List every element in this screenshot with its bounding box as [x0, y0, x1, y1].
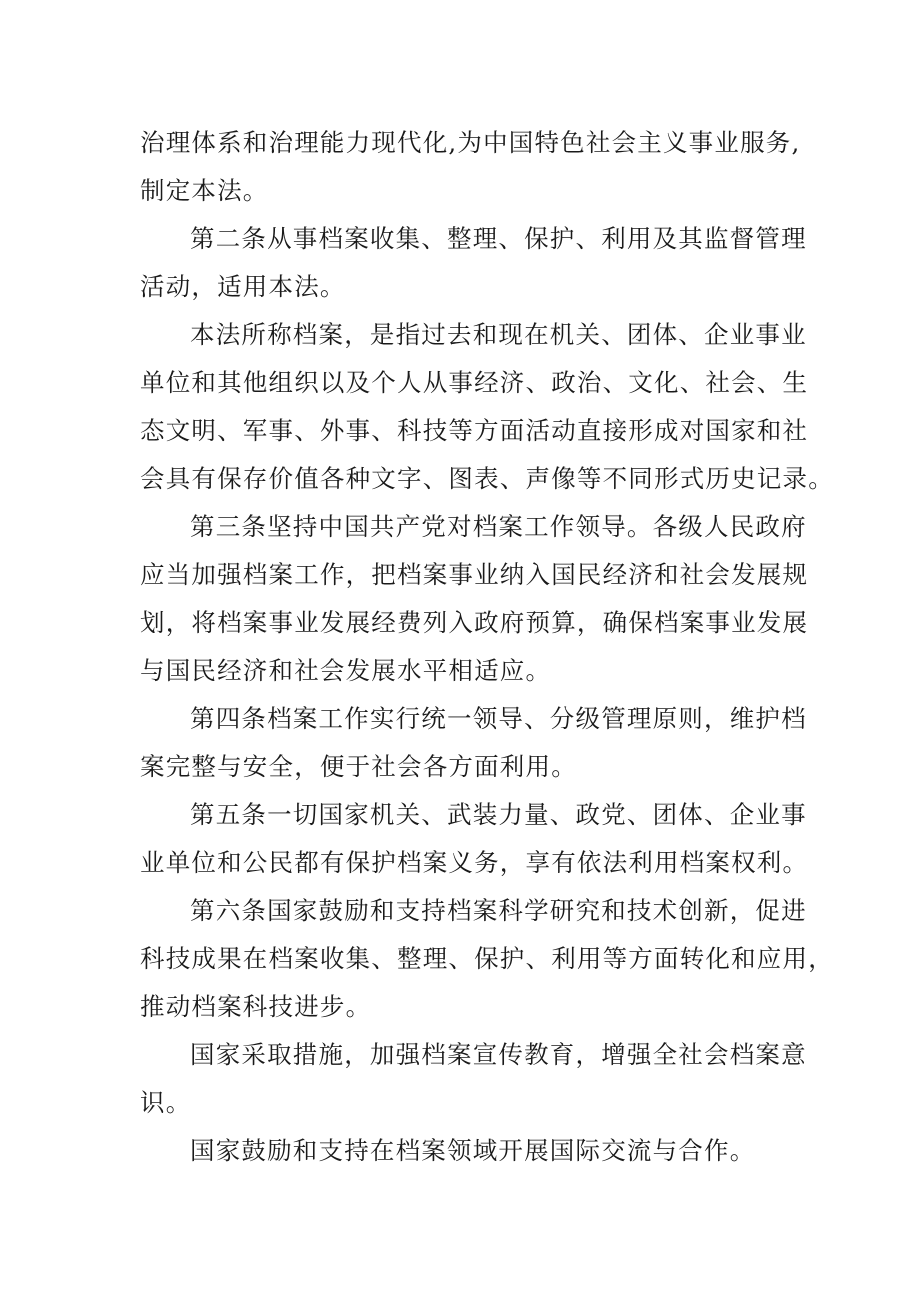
text-line: 案完整与安全，便于社会各方面利用。: [140, 752, 577, 781]
paragraph: [140, 1031, 810, 1127]
text-line: 国家鼓励和支持在档案领域开展国际交流与合作。: [190, 1136, 756, 1165]
text-line: 单位和其他组织以及个人从事经济、政治、文化、社会、生: [140, 368, 809, 397]
paragraph: [140, 1127, 810, 1175]
text-line: 第五条一切国家机关、武装力量、政党、团体、企业事: [190, 800, 807, 829]
paragraph: [140, 887, 834, 1031]
text-line: 本法所称档案，是指过去和现在机关、团体、企业事业: [190, 320, 807, 349]
document-body: [140, 119, 834, 1175]
paragraph: [140, 503, 810, 695]
text-line: 科技成果在档案收集、整理、保护、利用等方面转化和应用，: [140, 944, 834, 973]
text-line: 划，将档案事业发展经费列入政府预算，确保档案事业发展: [140, 608, 809, 637]
text-line: 治理体系和治理能力现代化,为中国特色社会主义事业服务,: [140, 128, 801, 157]
text-line: 业单位和公民都有保护档案义务，享有依法利用档案权利。: [140, 848, 809, 877]
text-line: 识。: [140, 1088, 192, 1117]
text-line: 与国民经济和社会发展水平相适应。: [140, 656, 552, 685]
text-line: 第六条国家鼓励和支持档案科学研究和技术创新，促进: [190, 896, 807, 925]
paragraph: [140, 215, 810, 311]
text-line: 国家采取措施，加强档案宣传教育，增强全社会档案意: [190, 1040, 807, 1069]
text-line: 推动档案科技进步。: [140, 992, 372, 1021]
paragraph: [140, 311, 834, 503]
paragraph: [140, 791, 810, 887]
paragraph: [140, 695, 810, 791]
text-line: 第三条坚持中国共产党对档案工作领导。各级人民政府: [190, 512, 807, 541]
paragraph: [140, 119, 810, 215]
text-line: 态文明、军事、外事、科技等方面活动直接形成对国家和社: [140, 416, 809, 445]
text-line: 第二条从事档案收集、整理、保护、利用及其监督管理: [190, 224, 807, 253]
text-line: 第四条档案工作实行统一领导、分级管理原则，维护档: [190, 704, 807, 733]
text-line: 应当加强档案工作，把档案事业纳入国民经济和社会发展规: [140, 560, 809, 589]
text-line: 活动，适用本法。: [140, 272, 346, 301]
text-line: 制定本法。: [140, 176, 269, 205]
text-line: 会具有保存价值各种文字、图表、声像等不同形式历史记录。: [140, 464, 834, 493]
